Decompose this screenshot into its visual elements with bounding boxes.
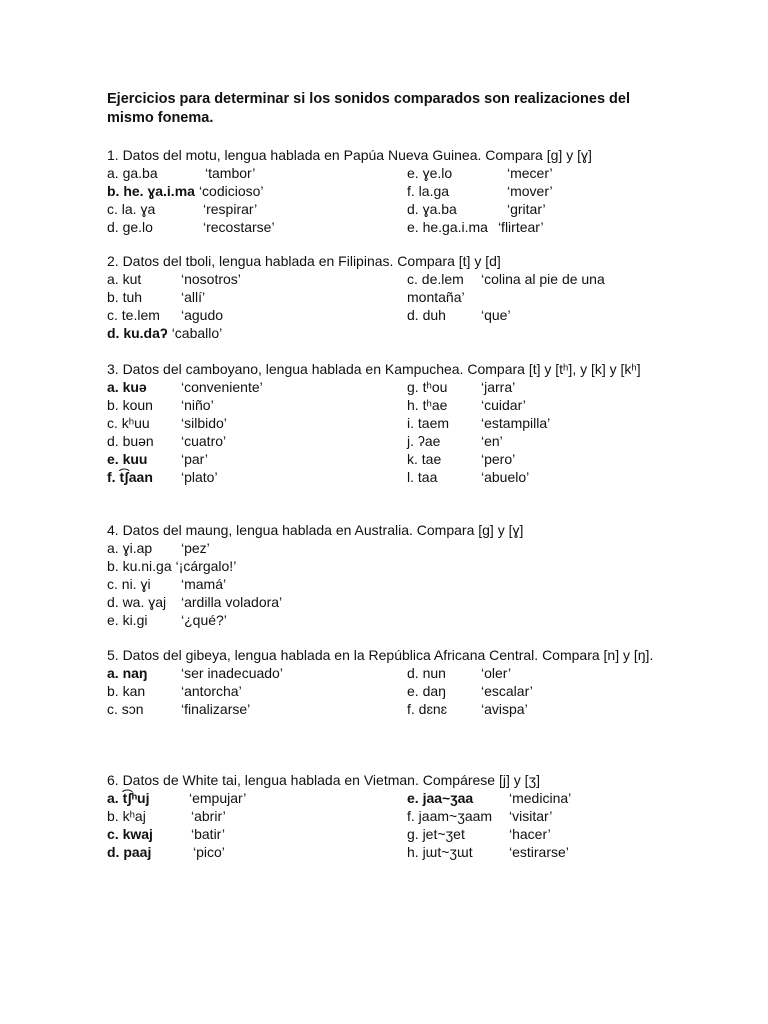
exercise-2-header: 2. Datos del tboli, lengua hablada en Filipinas. Compara [t] y [d] [107,253,501,269]
table-row [107,432,677,450]
table-row [107,825,677,843]
word: a. naŋ [107,665,148,681]
table-row [107,611,677,629]
gloss: ‘recostarse’ [203,219,275,235]
gloss: ‘pez’ [181,540,210,556]
gloss: ‘avispa’ [481,701,528,717]
gloss: ‘tambor’ [205,165,256,181]
word: d. nun [407,665,446,681]
gloss: ‘hacer’ [509,826,551,842]
word: g. jet~ʒet [407,826,465,842]
table-row [107,164,677,182]
exercise-6-header: 6. Datos de White tai, lengua hablada en Vietman. Compárese [j] y [ʒ] [107,772,541,788]
gloss: ‘visitar’ [509,808,553,824]
word: f. dɛnɛ [407,701,448,717]
table-row [107,324,677,342]
word: a. kuə [107,379,147,395]
word: c. sɔn [107,701,144,717]
word: d. duh [407,307,446,323]
word: b. ku.ni.ga [107,558,172,574]
gloss: ‘que’ [481,307,511,323]
word: h. tʰae [407,397,448,413]
exercise-6 [107,771,677,861]
gloss: ‘ardilla voladora’ [181,594,283,610]
word: e. kuu [107,451,148,467]
table-row [107,396,677,414]
word: d. ge.lo [107,219,153,235]
table-row [107,843,677,861]
exercise-4 [107,521,677,629]
word: g. tʰou [407,379,448,395]
gloss: ‘cuatro’ [181,433,227,449]
gloss: ‘abuelo’ [481,469,530,485]
table-row [107,700,677,718]
gloss: ‘cuidar’ [481,397,526,413]
word: d. ku.daʔ [107,325,168,341]
gloss: ‘oler’ [481,665,512,681]
exercise-3-header: 3. Datos del camboyano, lengua hablada en Kampuchea. Compara [t] y [tʰ], y [k] y [kʰ] [107,361,641,377]
gloss: ‘codicioso’ [198,183,264,199]
gloss: ‘empujar’ [189,790,247,806]
word: f. jaam~ʒaam [407,808,493,824]
word: a. ga.ba [107,165,158,181]
word: b. kan [107,683,146,699]
word: c. kwaj [107,826,153,842]
gloss: ‘niño’ [181,397,214,413]
word: a. ɣi.ap [107,540,153,556]
gloss: ‘silbido’ [181,415,227,431]
word: h. jɯt~ʒɯt [407,844,473,860]
word: d. buən [107,433,154,449]
gloss: ‘jarra’ [481,379,516,395]
word: e. daŋ [407,683,446,699]
gloss: ‘ser inadecuado’ [181,665,283,681]
table-row [107,218,677,236]
word: e. ɣe.lo [407,165,453,181]
gloss: ‘gritar’ [507,201,546,217]
gloss: ‘batir’ [191,826,225,842]
table-row [107,450,677,468]
gloss: ‘mamá’ [181,576,227,592]
exercise-4-header: 4. Datos del maung, lengua hablada en Australia. Compara [g] y [ɣ] [107,522,524,538]
gloss: ‘colina al pie de una [481,271,605,287]
table-row [107,539,677,557]
table-row [107,682,677,700]
word: i. taem [407,415,450,431]
table-row [107,270,677,288]
gloss: ‘conveniente’ [181,379,263,395]
word: e. ki.gi [107,612,148,628]
table-row [107,557,677,575]
exercise-2 [107,252,677,342]
table-row [107,575,677,593]
word: d. ɣa.ba [407,201,457,217]
word: a. kut [107,271,142,287]
gloss: ‘¡cárgalo!’ [175,558,237,574]
gloss: ‘pico’ [193,844,225,860]
word: c. kʰuu [107,415,150,431]
page-title: Ejercicios para determinar si los sonidos comparados son realizaciones del mismo fonema. [107,91,630,126]
word: b. he. ɣa.i.ma [107,183,195,199]
word: a. t͡ʃʰuj [107,790,150,806]
gloss: ‘pero’ [481,451,516,467]
word: j. ʔae [407,433,441,449]
gloss: ‘mecer’ [507,165,553,181]
table-row [107,468,677,486]
exercise-5 [107,646,677,718]
gloss: ‘agudo [181,307,224,323]
word: d. paaj [107,844,152,860]
gloss: ‘respirar’ [203,201,258,217]
gloss-continuation: montaña’ [407,289,465,305]
table-row [107,378,677,396]
gloss: ‘plato’ [181,469,218,485]
exercise-5-header: 5. Datos del gibeya, lengua hablada en la República Africana Central. Compara [n] y [ŋ]. [107,647,654,663]
table-row [107,807,677,825]
exercise-1 [107,146,677,236]
gloss: ‘abrir’ [191,808,226,824]
word: b. tuh [107,289,143,305]
gloss: ‘antorcha’ [181,683,242,699]
gloss: ‘escalar’ [481,683,533,699]
gloss: ‘caballo’ [171,325,223,341]
table-row [107,182,677,200]
gloss: ‘estirarse’ [509,844,569,860]
word: c. ni. ɣi [107,576,151,592]
word: b. kʰaj [107,808,146,824]
word: e. jaa~ʒaa [407,790,474,806]
word: l. taa [407,469,438,485]
table-row [107,288,677,306]
table-row [107,306,677,324]
word: c. te.lem [107,307,160,323]
table-row [107,593,677,611]
gloss: ‘flirtear’ [497,219,544,235]
word: b. koun [107,397,153,413]
gloss: ‘allí’ [181,289,206,305]
table-row [107,664,677,682]
word: d. wa. ɣaj [107,594,167,610]
gloss: ‘en’ [481,433,503,449]
table-row [107,200,677,218]
gloss: ‘finalizarse’ [181,701,251,717]
word: e. he.ga.i.ma [407,219,488,235]
word: c. la. ɣa [107,201,156,217]
table-row [107,414,677,432]
word: c. de.lem [407,271,464,287]
gloss: ‘¿qué?’ [181,612,227,628]
word: f. la.ga [407,183,450,199]
exercise-3 [107,360,677,486]
gloss: ‘par’ [181,451,208,467]
gloss: ‘nosotros’ [181,271,241,287]
gloss: ‘medicina’ [509,790,572,806]
table-row [107,789,677,807]
word: k. tae [407,451,442,467]
exercise-1-header: 1. Datos del motu, lengua hablada en Papúa Nueva Guinea. Compara [g] y [ɣ] [107,147,592,163]
gloss: ‘mover’ [507,183,553,199]
gloss: ‘estampilla’ [481,415,551,431]
word: f. t͡ʃaan [107,469,153,485]
